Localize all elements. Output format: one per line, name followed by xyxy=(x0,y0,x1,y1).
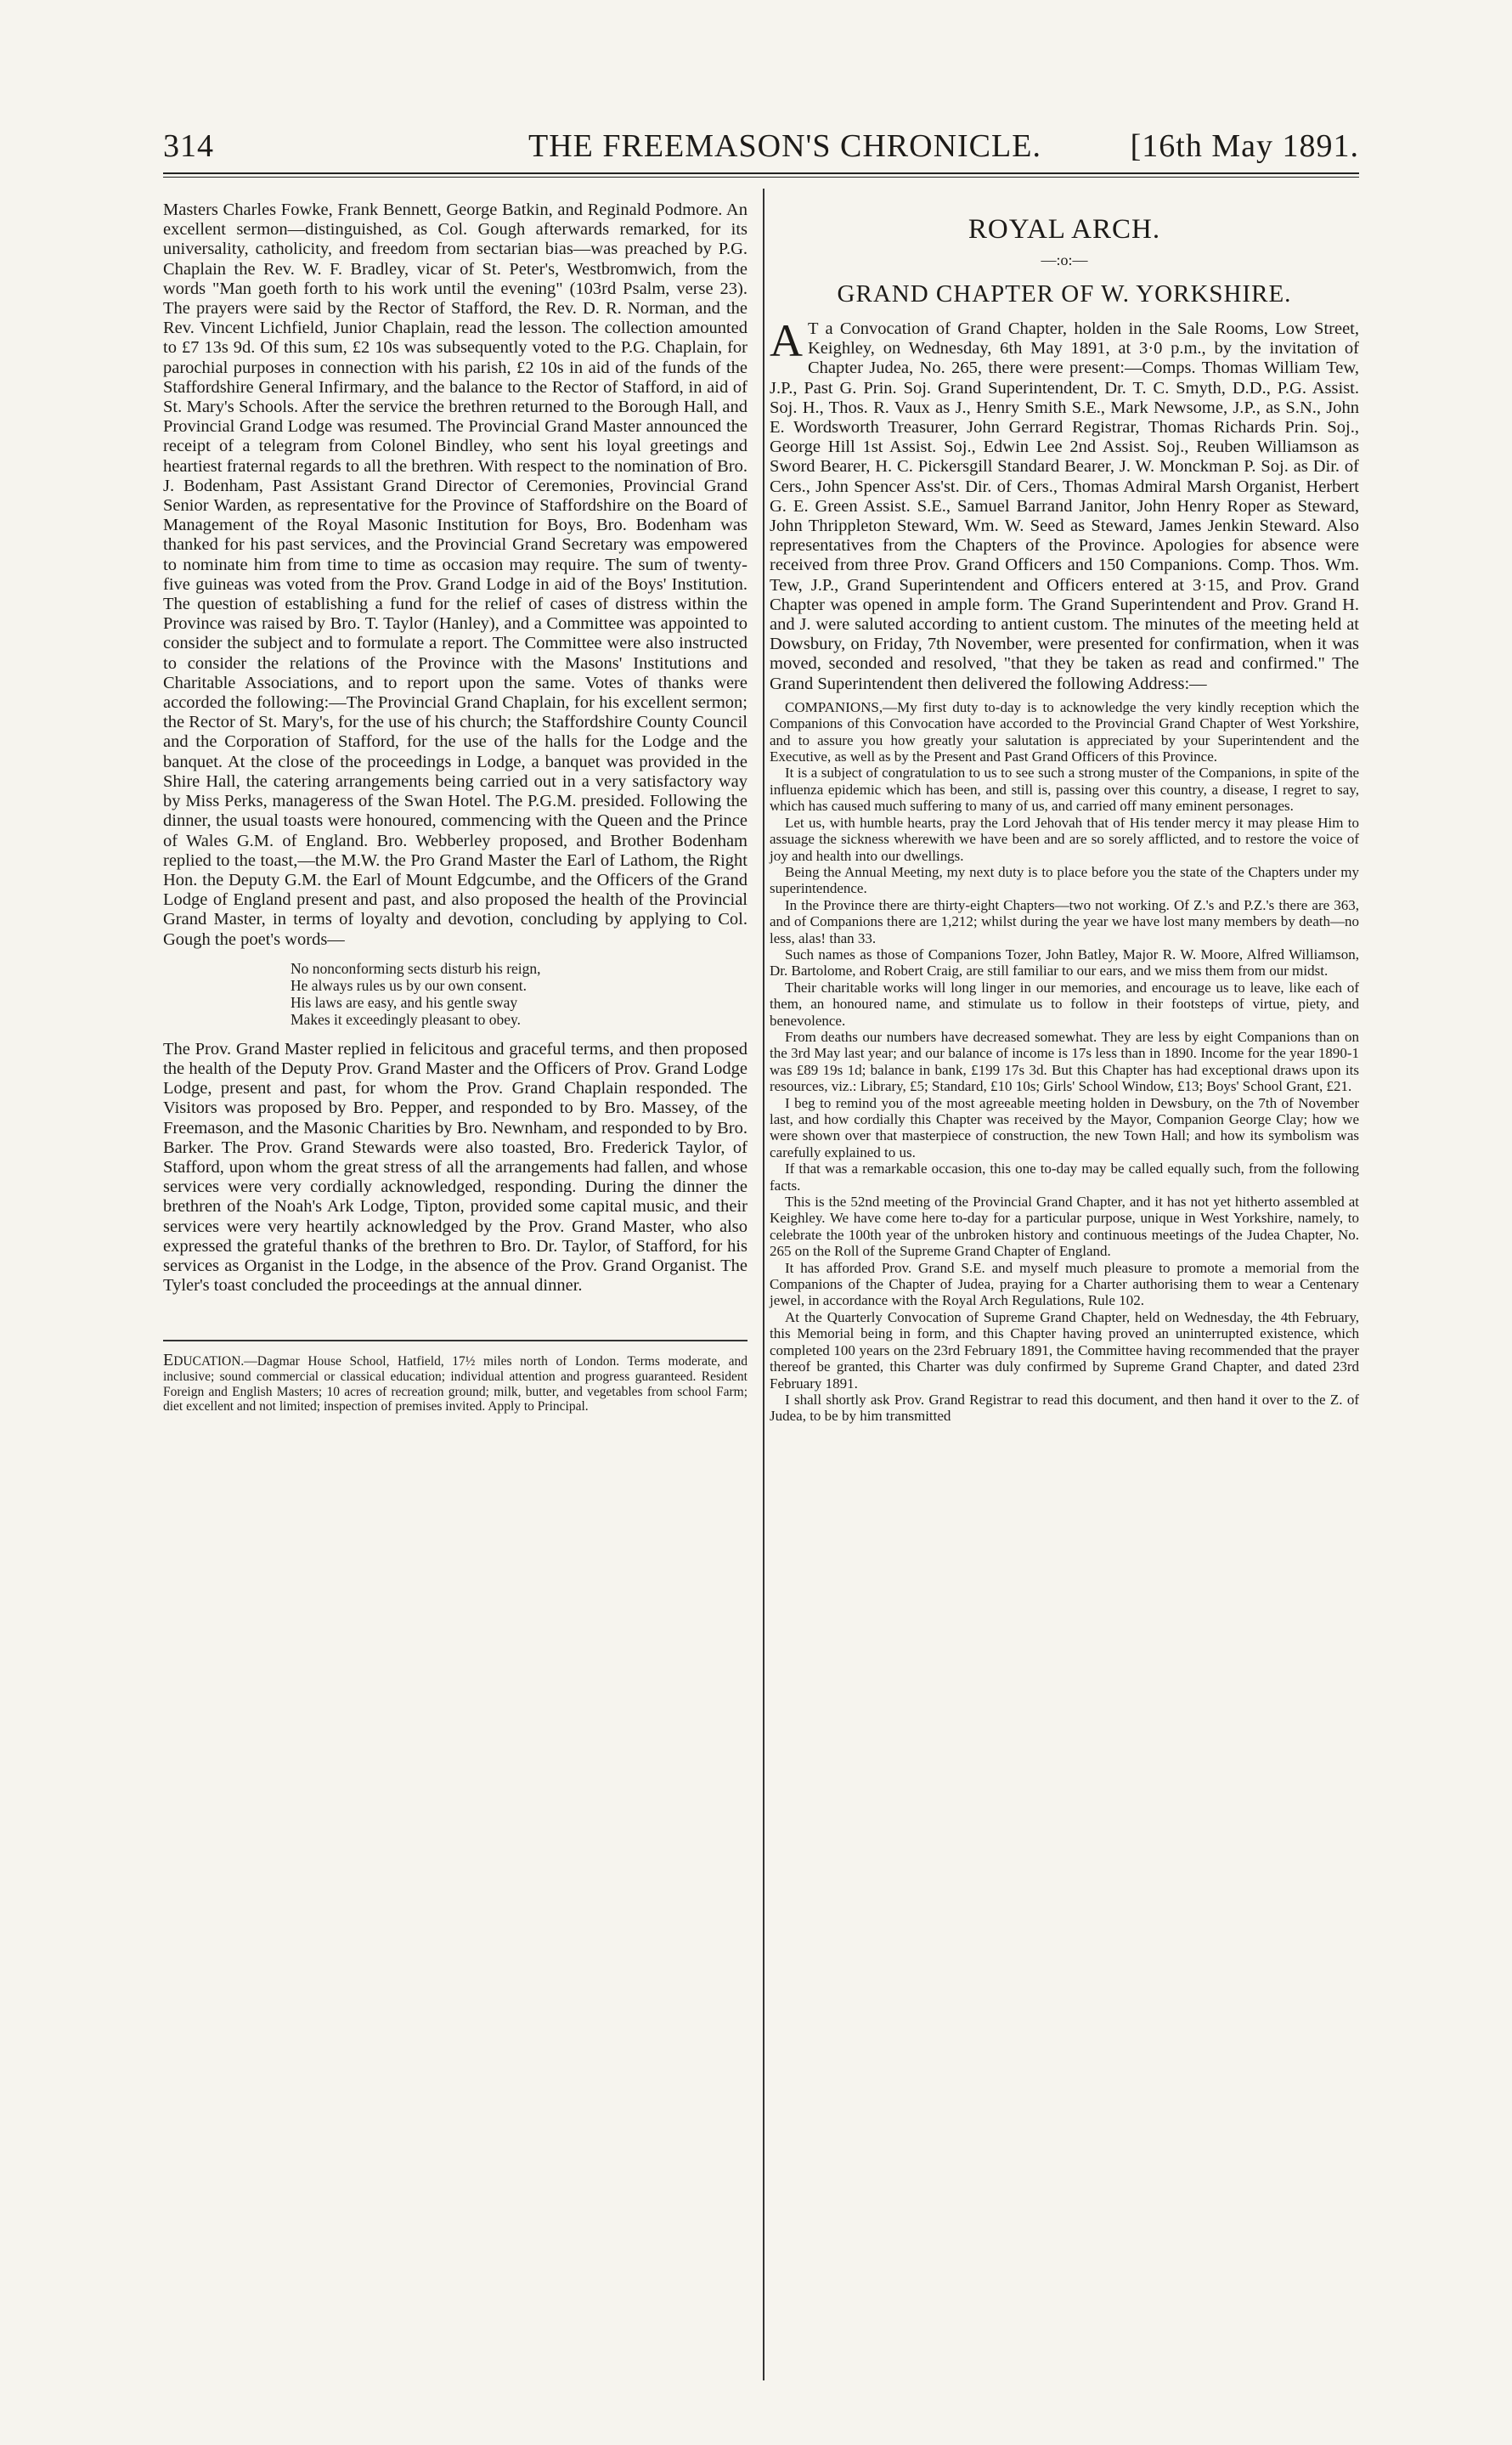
header-rule xyxy=(163,172,1359,174)
ad-initial: E xyxy=(163,1351,174,1370)
section-ornament: —:o:— xyxy=(1041,251,1088,268)
address-paragraph: If that was a remarkable occasion, this one to-day may be called equally such, from the following facts. xyxy=(770,1160,1359,1194)
address-paragraph: In the Province there are thirty-eight Chapters—two not working. Of Z.'s and P.Z.'s there are 363, and of Companions there are 1,212; whilst during the year we have lost many members by death—no less, alas! than 33. xyxy=(770,896,1359,946)
address-paragraph: It is a subject of congratulation to us to see such a strong muster of the Companions, in spite of the influenza epidemic which has been, and still is, passing over this country, a disease, I regret to say, which has caused much suffering to many of us, and carried off many eminent personages. xyxy=(770,765,1359,815)
advertisement-rule xyxy=(163,1340,748,1341)
verse-line: He always rules us by our own consent. xyxy=(291,976,528,994)
address-paragraph: From deaths our numbers have decreased somewhat. They are less by eight Companions than on the 3rd May last year; and our balance of income is 17s less than in 1890. Income for the year 1890-1 was £89 19s 1d; balance in bank, £199 17s 3d. But this Chapter has had exceptional draws upon its resources, viz.: Library, £5; Standard, £10 10s; Girls' School Window, £13; Boys' School Grant, £21. xyxy=(770,1028,1359,1095)
address-paragraph: COMPANIONS,—My first duty to-day is to acknowledge the very kindly reception which the Companions of this Convocation have accorded to the Provincial Grand Chapter of West Yorkshire, and to assure you how greatly your salutation is appreciated by your Superintendent and the Executive, as well as by the Present and Past Grand Officers of this Province. xyxy=(770,698,1359,765)
ad-text: DUCATION.—Dagmar House School, Hatfield, 17½ miles north of London. Terms moderate, and inclusive; sound commercial or classical education; individual attention and progress guaranteed. Resident Foreign and English Masters; 10 acres of recreation ground; milk, butter, and vegetables from school Farm; diet excellent and not limited; inspection of premises invited. Apply to Principal. xyxy=(163,1354,748,1414)
address-text xyxy=(770,699,1359,1425)
intro-text: T a Convocation of Grand Chapter, holden in the Sale Rooms, Low Street, Keighley, on Wednesday, 6th May 1891, at 3·0 p.m., by the invitation of Chapter Judea, No. 265, there were present:—Comps. Thomas William Tew, J.P., Past G. Prin. Soj. Grand Superintendent, Dr. T. C. Smyth, D.D., P.G. Assist. Soj. H., Thos. R. Vaux as J., Henry Smith S.E., Mark Newsome, J.P., as S.N., John E. Wordsworth Treasurer, John Gerrard Registrar, Thomas Richards Prin. Soj., George Hill 1st Assist. Soj., Edwin Lee 2nd Assist. Soj., Reuben Williamson as Sword Bearer, H. C. Pickersgill Standard Bearer, J. W. Monckman P. Soj. as Dir. of Cers., John Spencer Ass'st. Dir. of Cers., Thomas Admiral Marsh Organist, Herbert G. E. Green Assist. S.E., Samuel Barrand Janitor, John Henry Roper as Steward, John Thrippleton Steward, Wm. W. Seed as Steward, James Jenkin Steward. Also representatives from the Chapters of the Province. Apologies for absence were received from three Prov. Grand Officers and 150 Companions. Comp. Thos. Wm. Tew, J.P., Grand Superintendent and Officers entered at 3·15, and Prov. Grand Chapter was opened in ample form. The Grand Superintendent and Prov. Grand H. and J. were saluted according to antient custom. The minutes of the meeting held at Dowsbury, on Friday, 7th November, were presented for confirmation, when it was moved, seconded and resolved, "that they be taken as read and confirmed." The Grand Superintendent then delivered the following Address:— xyxy=(770,319,1359,693)
quoted-verse xyxy=(291,960,748,1028)
address-paragraph: I shall shortly ask Prov. Grand Registrar to read this document, and then hand it over to the Z. of Judea, to be by him transmitted xyxy=(770,1391,1359,1425)
drop-cap: A xyxy=(770,315,803,366)
address-paragraph: Let us, with humble hearts, pray the Lord Jehovah that of His tender mercy it may please Him to assuage the sickness wherewith we have been and are so sorely afflicted, and to restore the voice of joy and health into our dwellings. xyxy=(770,814,1359,864)
verse-line: No nonconforming sects disturb his reign, xyxy=(291,959,541,977)
left-column xyxy=(163,200,748,1414)
verse-line: Makes it exceedingly pleasant to obey. xyxy=(291,1010,522,1028)
address-paragraph: I beg to remind you of the most agreeable meeting holden in Dewsbury, on the 7th of November last, and how cordially this Chapter was received by the Mayor, Companion George Clay; how we were shown over that masterpiece of construction, the new Town Hall; and how its symbolism was carefully explained to us. xyxy=(770,1094,1359,1160)
address-paragraph: At the Quarterly Convocation of Supreme Grand Chapter, held on Wednesday, the 4th February, this Memorial being in form, and this Chapter having proved an uninterrupted existence, which completed 100 years on the 23rd February 1891, the Committee having recommended that the prayer thereof be granted, this Charter was duly confirmed by Supreme Grand Chapter, and dated 23rd February 1891. xyxy=(770,1308,1359,1392)
section-title: ROYAL ARCH. xyxy=(968,214,1161,245)
address-paragraph: It has afforded Prov. Grand S.E. and myself much pleasure to promote a memorial from the Companions of the Chapter of Judea, praying for a Charter authorising them to wear a Centenary jewel, in accordance with the Royal Arch Regulations, Rule 102. xyxy=(770,1259,1359,1309)
column-divider xyxy=(763,189,764,2380)
article-heading: GRAND CHAPTER OF W. YORKSHIRE. xyxy=(837,280,1292,308)
article-intro xyxy=(770,315,1359,694)
education-advertisement xyxy=(163,1353,748,1414)
page-number: 314 xyxy=(163,128,214,164)
left-paragraph-2: The Prov. Grand Master replied in felicitous and graceful terms, and then proposed the health of the Deputy Prov. Grand Master and the Officers of Prov. Grand Lodge Lodge, present and past, for whom the Prov. Grand Chaplain responded. The Visitors was proposed by Bro. Pepper, and responded to by Bro. Massey, of the Freemason, and the Masonic Charities by Bro. Newnham, and responded to by Bro. Barker. The Prov. Grand Stewards were also toasted, Bro. Frederick Taylor, of Stafford, upon whom the great stress of all the arrangements had fallen, and whose services were very cordially acknowledged, responding. During the dinner the brethren of the Noah's Ark Lodge, Tipton, provided some capital music, and their services were very heartily acknowledged by the Prov. Grand Master, who also expressed the grateful thanks of the brethren to Bro. Dr. Taylor, of Stafford, for his services as Organist in the Lodge, in the absence of the Prov. Grand Organist. The Tyler's toast concluded the proceedings at the annual dinner. xyxy=(163,1039,748,1296)
address-paragraph: Their charitable works will long linger in our memories, and encourage us to leave, like each of them, an honoured name, and stimulate us to follow in their footsteps of virtue, piety, and benevolence. xyxy=(770,979,1359,1029)
publication-title: THE FREEMASON'S CHRONICLE. xyxy=(528,128,1041,164)
address-paragraph: This is the 52nd meeting of the Provincial Grand Chapter, and it has not yet hitherto assembled at Keighley. We have come here to-day for a particular purpose, unique in West Yorkshire, namely, to celebrate the 100th year of the unbroken history and continuous meetings of the Judea Chapter, No. 265 on the Roll of the Supreme Grand Chapter of England. xyxy=(770,1194,1359,1260)
address-paragraph: Being the Annual Meeting, my next duty is to place before you the state of the Chapters under my superintendence. xyxy=(770,863,1359,897)
address-paragraph: Such names as those of Companions Tozer, John Batley, Major R. W. Moore, Alfred Williamson, Dr. Bartolome, and Robert Craig, are still familiar to our ears, and we miss them from our midst. xyxy=(770,946,1359,980)
verse-line: His laws are easy, and his gentle sway xyxy=(291,993,518,1011)
header-rule-thin xyxy=(163,177,1359,178)
right-column xyxy=(770,200,1359,1426)
issue-date: [16th May 1891. xyxy=(1130,128,1359,164)
left-paragraph-1: Masters Charles Fowke, Frank Bennett, George Batkin, and Reginald Podmore. An excellent sermon—distinguished, as Col. Gough afterwards remarked, for its universality, catholicity, and freedom from sectarian bias—was preached by P.G. Chaplain the Rev. W. F. Bradley, vicar of St. Peter's, Westbromwich, from the words "Man goeth forth to his work until the evening" (103rd Psalm, verse 23). The prayers were said by the Rector of Stafford, the Rev. D. R. Norman, and the Rev. Vincent Lichfield, Junior Chaplain, read the lesson. The collection amounted to £7 13s 9d. Of this sum, £2 10s was subsequently voted to the P.G. Chaplain, for parochial purposes in connection with his parish, £2 10s in aid of the funds of the Staffordshire General Infirmary, and the balance to the Rector of Stafford, in aid of St. Mary's Schools. After the service the brethren returned to the Borough Hall, and Provincial Grand Lodge was resumed. The Provincial Grand Master announced the receipt of a telegram from Colonel Bindley, who sent his loyal greetings and heartiest fraternal regards to all the brethren. With respect to the nomination of Bro. J. Bodenham, Past Assistant Grand Director of Ceremonies, Provincial Grand Senior Warden, as representative for the Province of Staffordshire on the Board of Management of the Royal Masonic Institution for Boys, Bro. Bodenham was thanked for his past services, and the Provincial Grand Secretary was empowered to nominate him from time to time as occasion may require. The sum of twenty-five guineas was voted from the Prov. Grand Lodge in aid of the Boys' Institution. The question of establishing a fund for the relief of cases of distress within the Province was raised by Bro. T. Taylor (Hanley), and a Committee was appointed to consider the subject and to formulate a report. The Committee were also instructed to consider the relations of the Province with the Masons' Institutions and Charitable Associations, and to report upon the same. Votes of thanks were accorded the following:—The Provincial Grand Chaplain, for his excellent sermon; the Rector of St. Mary's, for the use of his church; the Staffordshire County Council and the Corporation of Stafford, for the use of the halls for the Lodge and the banquet. At the close of the proceedings in Lodge, a banquet was provided in the Shire Hall, the catering arrangements being carried out in a very satisfactory way by Miss Perks, manageress of the Swan Hotel. The P.G.M. presided. Following the dinner, the usual toasts were honoured, commencing with the Queen and the Prince of Wales G.M. of England. Bro. Webberley proposed, and Brother Bodenham replied to the toast,—the M.W. the Pro Grand Master the Earl of Lathom, the Right Hon. the Deputy G.M. the Earl of Mount Edgcumbe, and the Officers of the Grand Lodge of England present and past, and also proposed the health of the Provincial Grand Master, in terms of loyalty and devotion, concluding by applying to Col. Gough the poet's words— xyxy=(163,200,748,949)
page-header xyxy=(163,127,1359,165)
